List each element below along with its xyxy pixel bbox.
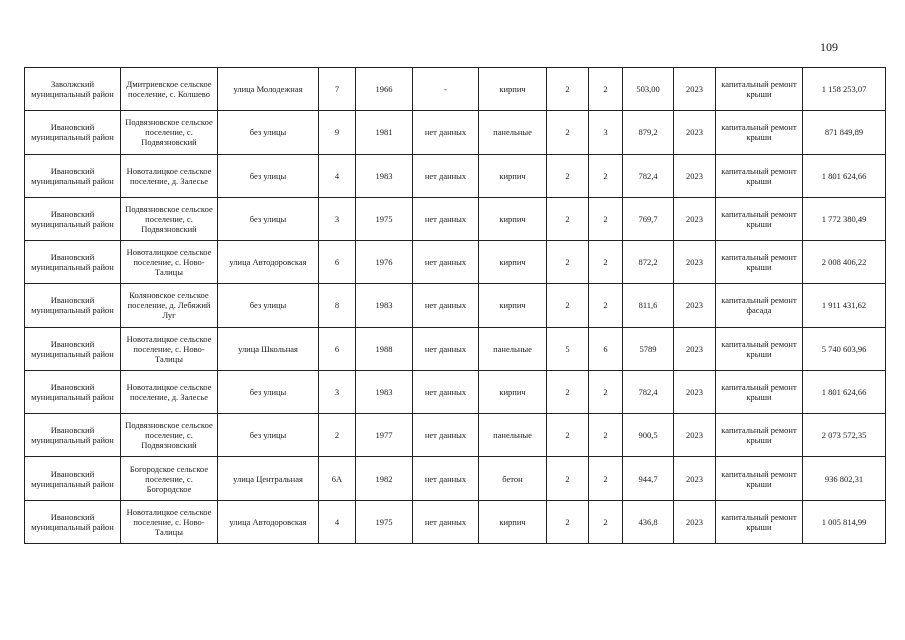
year-built-cell: 1975 — [356, 500, 413, 543]
area-cell: 782,4 — [623, 370, 674, 413]
plan-year-cell: 2023 — [674, 457, 716, 500]
floors-cell: 2 — [547, 500, 589, 543]
wall-material-cell: кирпич — [479, 197, 547, 240]
year-overhaul-cell: нет данных — [413, 241, 479, 284]
area-cell: 5789 — [623, 327, 674, 370]
work-type-cell: капитальный ремонт крыши — [716, 111, 803, 154]
street-cell: без улицы — [218, 154, 319, 197]
cost-cell: 1 005 814,99 — [803, 500, 886, 543]
plan-year-cell: 2023 — [674, 154, 716, 197]
settlement-cell: Дмитриевское сельское поселение, с. Колшево — [121, 68, 218, 111]
settlement-cell: Коляновское сельское поселение, д. Лебяжий Луг — [121, 284, 218, 327]
floors-cell: 5 — [547, 327, 589, 370]
plan-year-cell: 2023 — [674, 327, 716, 370]
district-cell: Ивановский муниципальный район — [25, 154, 121, 197]
work-type-cell: капитальный ремонт крыши — [716, 457, 803, 500]
settlement-cell: Новоталицкое сельское поселение, с. Ново-Талицы — [121, 327, 218, 370]
street-cell: улица Школьная — [218, 327, 319, 370]
settlement-cell: Новоталицкое сельское поселение, д. Залесье — [121, 154, 218, 197]
house-number-cell: 2 — [319, 414, 356, 457]
year-overhaul-cell: нет данных — [413, 154, 479, 197]
floors-cell: 2 — [547, 68, 589, 111]
settlement-cell: Новоталицкое сельское поселение, с. Ново-Талицы — [121, 241, 218, 284]
cost-cell: 1 801 624,66 — [803, 154, 886, 197]
year-overhaul-cell: нет данных — [413, 414, 479, 457]
floors-cell: 2 — [547, 284, 589, 327]
district-cell: Заволжский муниципальный район — [25, 68, 121, 111]
entrances-cell: 2 — [589, 197, 623, 240]
table-row — [25, 197, 886, 240]
district-cell: Ивановский муниципальный район — [25, 284, 121, 327]
wall-material-cell: панельные — [479, 327, 547, 370]
house-number-cell: 4 — [319, 154, 356, 197]
year-built-cell: 1983 — [356, 154, 413, 197]
floors-cell: 2 — [547, 154, 589, 197]
floors-cell: 2 — [547, 241, 589, 284]
year-built-cell: 1982 — [356, 457, 413, 500]
wall-material-cell: панельные — [479, 414, 547, 457]
wall-material-cell: бетон — [479, 457, 547, 500]
street-cell: без улицы — [218, 414, 319, 457]
wall-material-cell: панельные — [479, 111, 547, 154]
district-cell: Ивановский муниципальный район — [25, 241, 121, 284]
work-type-cell: капитальный ремонт крыши — [716, 154, 803, 197]
year-overhaul-cell: нет данных — [413, 457, 479, 500]
floors-cell: 2 — [547, 414, 589, 457]
wall-material-cell: кирпич — [479, 370, 547, 413]
district-cell: Ивановский муниципальный район — [25, 414, 121, 457]
plan-year-cell: 2023 — [674, 414, 716, 457]
cost-cell: 2 073 572,35 — [803, 414, 886, 457]
table-row — [25, 414, 886, 457]
house-number-cell: 9 — [319, 111, 356, 154]
table-row — [25, 500, 886, 543]
settlement-cell: Подвязновское сельское поселение, с. Подвязновский — [121, 414, 218, 457]
settlement-cell: Богородское сельское поселение, с. Богородское — [121, 457, 218, 500]
plan-year-cell: 2023 — [674, 241, 716, 284]
year-built-cell: 1977 — [356, 414, 413, 457]
plan-year-cell: 2023 — [674, 284, 716, 327]
page-number: 109 — [820, 40, 838, 54]
house-number-cell: 6 — [319, 327, 356, 370]
area-cell: 900,5 — [623, 414, 674, 457]
year-built-cell: 1966 — [356, 68, 413, 111]
work-type-cell: капитальный ремонт крыши — [716, 327, 803, 370]
work-type-cell: капитальный ремонт крыши — [716, 68, 803, 111]
street-cell: улица Автодоровская — [218, 500, 319, 543]
year-built-cell: 1981 — [356, 111, 413, 154]
cost-cell: 1 158 253,07 — [803, 68, 886, 111]
district-cell: Ивановский муниципальный район — [25, 327, 121, 370]
settlement-cell: Подвязновское сельское поселение, с. Подвязновский — [121, 197, 218, 240]
wall-material-cell: кирпич — [479, 68, 547, 111]
street-cell: улица Автодоровская — [218, 241, 319, 284]
area-cell: 782,4 — [623, 154, 674, 197]
house-number-cell: 6 — [319, 241, 356, 284]
entrances-cell: 3 — [589, 111, 623, 154]
floors-cell: 2 — [547, 370, 589, 413]
street-cell: без улицы — [218, 284, 319, 327]
cost-cell: 936 802,31 — [803, 457, 886, 500]
district-cell: Ивановский муниципальный район — [25, 111, 121, 154]
street-cell: без улицы — [218, 370, 319, 413]
entrances-cell: 2 — [589, 370, 623, 413]
year-overhaul-cell: - — [413, 68, 479, 111]
wall-material-cell: кирпич — [479, 284, 547, 327]
year-overhaul-cell: нет данных — [413, 327, 479, 370]
area-cell: 769,7 — [623, 197, 674, 240]
year-overhaul-cell: нет данных — [413, 284, 479, 327]
plan-year-cell: 2023 — [674, 68, 716, 111]
cost-cell: 1 772 380,49 — [803, 197, 886, 240]
plan-year-cell: 2023 — [674, 370, 716, 413]
table-body — [25, 68, 886, 544]
year-overhaul-cell: нет данных — [413, 500, 479, 543]
work-type-cell: капитальный ремонт крыши — [716, 197, 803, 240]
entrances-cell: 2 — [589, 154, 623, 197]
entrances-cell: 2 — [589, 457, 623, 500]
house-number-cell: 8 — [319, 284, 356, 327]
cost-cell: 1 911 431,62 — [803, 284, 886, 327]
settlement-cell: Новоталицкое сельское поселение, д. Залесье — [121, 370, 218, 413]
district-cell: Ивановский муниципальный район — [25, 370, 121, 413]
cost-cell: 1 801 624,66 — [803, 370, 886, 413]
table-row — [25, 68, 886, 111]
settlement-cell: Новоталицкое сельское поселение, с. Ново-Талицы — [121, 500, 218, 543]
year-overhaul-cell: нет данных — [413, 370, 479, 413]
district-cell: Ивановский муниципальный район — [25, 500, 121, 543]
work-type-cell: капитальный ремонт крыши — [716, 370, 803, 413]
street-cell: без улицы — [218, 197, 319, 240]
house-number-cell: 3 — [319, 197, 356, 240]
work-type-cell: капитальный ремонт крыши — [716, 241, 803, 284]
table-row — [25, 111, 886, 154]
area-cell: 944,7 — [623, 457, 674, 500]
house-number-cell: 6А — [319, 457, 356, 500]
year-built-cell: 1976 — [356, 241, 413, 284]
entrances-cell: 2 — [589, 500, 623, 543]
year-built-cell: 1983 — [356, 370, 413, 413]
work-type-cell: капитальный ремонт крыши — [716, 500, 803, 543]
wall-material-cell: кирпич — [479, 154, 547, 197]
table-row — [25, 284, 886, 327]
cost-cell: 5 740 603,96 — [803, 327, 886, 370]
table-row — [25, 327, 886, 370]
area-cell: 503,00 — [623, 68, 674, 111]
table-row — [25, 241, 886, 284]
house-number-cell: 3 — [319, 370, 356, 413]
floors-cell: 2 — [547, 111, 589, 154]
street-cell: без улицы — [218, 111, 319, 154]
district-cell: Ивановский муниципальный район — [25, 197, 121, 240]
housing-repair-table — [24, 67, 886, 544]
year-overhaul-cell: нет данных — [413, 111, 479, 154]
year-overhaul-cell: нет данных — [413, 197, 479, 240]
floors-cell: 2 — [547, 457, 589, 500]
entrances-cell: 6 — [589, 327, 623, 370]
house-number-cell: 4 — [319, 500, 356, 543]
house-number-cell: 7 — [319, 68, 356, 111]
table-row — [25, 457, 886, 500]
entrances-cell: 2 — [589, 68, 623, 111]
district-cell: Ивановский муниципальный район — [25, 457, 121, 500]
plan-year-cell: 2023 — [674, 111, 716, 154]
wall-material-cell: кирпич — [479, 241, 547, 284]
street-cell: улица Молодежная — [218, 68, 319, 111]
plan-year-cell: 2023 — [674, 500, 716, 543]
area-cell: 436,8 — [623, 500, 674, 543]
work-type-cell: капитальный ремонт фасада — [716, 284, 803, 327]
floors-cell: 2 — [547, 197, 589, 240]
table-row — [25, 370, 886, 413]
table-row — [25, 154, 886, 197]
year-built-cell: 1983 — [356, 284, 413, 327]
cost-cell: 2 008 406,22 — [803, 241, 886, 284]
year-built-cell: 1988 — [356, 327, 413, 370]
entrances-cell: 2 — [589, 241, 623, 284]
wall-material-cell: кирпич — [479, 500, 547, 543]
area-cell: 879,2 — [623, 111, 674, 154]
work-type-cell: капитальный ремонт крыши — [716, 414, 803, 457]
entrances-cell: 2 — [589, 414, 623, 457]
cost-cell: 871 849,89 — [803, 111, 886, 154]
entrances-cell: 2 — [589, 284, 623, 327]
street-cell: улица Центральная — [218, 457, 319, 500]
area-cell: 811,6 — [623, 284, 674, 327]
settlement-cell: Подвязновское сельское поселение, с. Подвязновский — [121, 111, 218, 154]
plan-year-cell: 2023 — [674, 197, 716, 240]
area-cell: 872,2 — [623, 241, 674, 284]
year-built-cell: 1975 — [356, 197, 413, 240]
